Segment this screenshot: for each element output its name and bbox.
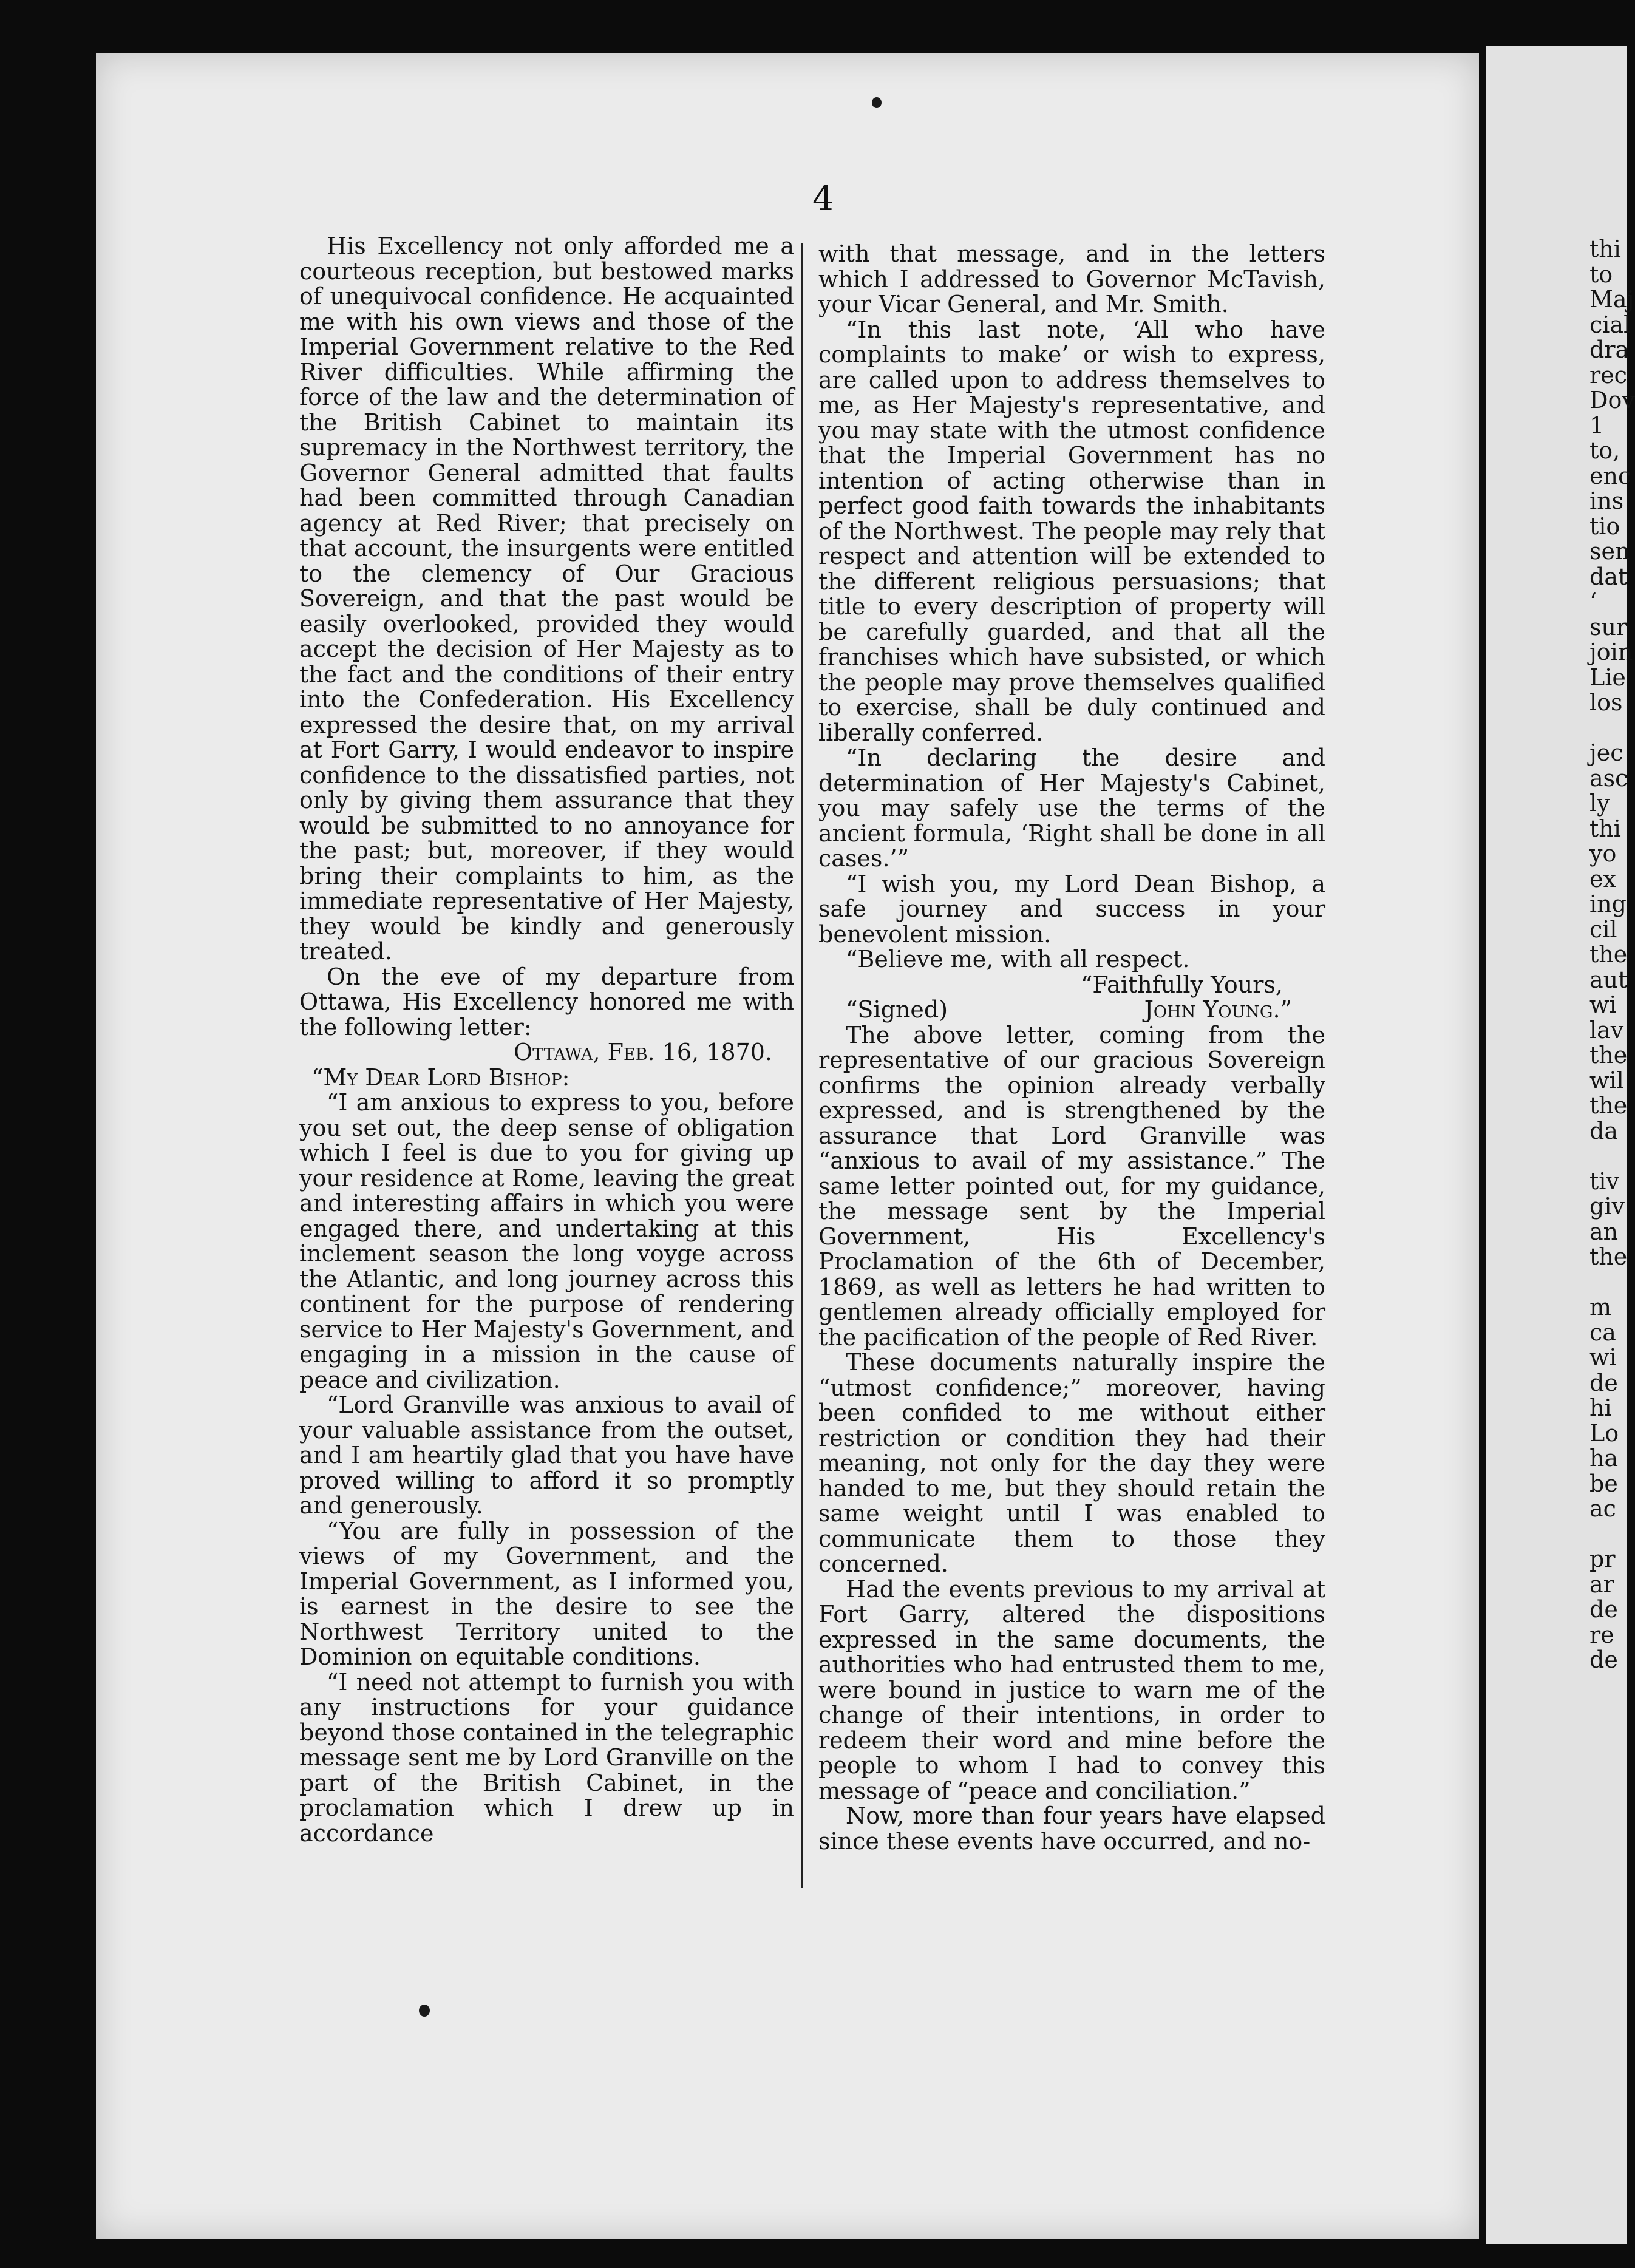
paragraph: On the eve of my departure from Ottawa, His Excellency honored me with the following letter: bbox=[299, 963, 794, 1041]
adjacent-page-fragment: cil bbox=[1589, 915, 1617, 943]
adjacent-page-fragment: the bbox=[1589, 941, 1628, 968]
adjacent-page-fragment: tiv bbox=[1589, 1167, 1619, 1195]
paragraph: The above letter, coming from the representative of our gracious Sovereign confirms the opinion already verbally expressed, and is strengthened by the assurance that Lord Granville was “anxious to avail of my assistance.” The same letter pointed out, for my guidance, the message sent by the Imperial Government, His Excellency's Proclamation of the 6th of December, 1869, as well as letters he had written to gentlemen already officially employed for the pacification of the people of Red River. bbox=[818, 1021, 1325, 1351]
letter-dateline: Ottawa, Feb. 16, 1870. bbox=[513, 1039, 772, 1065]
adjacent-page-fragment: Lie bbox=[1589, 664, 1626, 691]
adjacent-page-fragment: 1 bbox=[1589, 412, 1605, 439]
paragraph: “In this last note, ‘All who have complaints to make’ or wish to express, are called upon to address themselves to me, as Her Majesty's representative, and you may state with the utmost confidence that the Imperial Government has no intention of acting otherwise than in perfect good faith towards the inhabitants of the Northwest. The people may rely that respect and attention will be extended to the different religious persuasions; that title to every description of property will be carefully guarded, and that all the franchises which have subsisted, or which the people may prove themselves qualified to exercise, shall be duly continued and liberally conferred. bbox=[818, 316, 1325, 746]
letter-closing: “Believe me, with all respect. bbox=[846, 946, 1190, 973]
adjacent-page-fragment: da bbox=[1589, 1117, 1618, 1144]
adjacent-page-fragment: ac bbox=[1589, 1495, 1616, 1522]
adjacent-page-fragment: thi bbox=[1589, 236, 1621, 262]
paragraph: “I need not attempt to furnish you with any instructions for your guidance beyond those contained in the telegraphic message sent me by Lord Granville on the part of the British Cabinet, in the proclamation which I drew up in accordance bbox=[299, 1668, 794, 1847]
adjacent-page-fragment: ing bbox=[1589, 891, 1627, 917]
adjacent-page-fragment: ‘ bbox=[1589, 588, 1597, 615]
adjacent-page-fragment: los bbox=[1589, 689, 1623, 716]
column-divider bbox=[801, 243, 803, 1888]
adjacent-page-fragment: dra bbox=[1589, 336, 1630, 363]
adjacent-page-fragment: Maj bbox=[1589, 286, 1634, 313]
adjacent-page-fragment: giv bbox=[1589, 1193, 1625, 1220]
paragraph: These documents naturally inspire the “utmost confidence;” moreover, having been confided to me without either restriction or condition they had their meaning, not only for the day they were handed to me, but they should retain the same weight until I was enabled to communicate them to those they concerned. bbox=[818, 1349, 1325, 1577]
adjacent-page-fragment: ar bbox=[1589, 1570, 1614, 1598]
adjacent-page-fragment: an bbox=[1589, 1218, 1619, 1245]
left-column bbox=[299, 234, 794, 1846]
adjacent-page-fragment: dat bbox=[1589, 563, 1628, 590]
paragraph: “In declaring the desire and determination of Her Majesty's Cabinet, you may safely use the terms of the ancient formula, ‘Right shall be done in all cases.’” bbox=[818, 744, 1325, 872]
adjacent-page-fragment: de bbox=[1589, 1596, 1618, 1623]
adjacent-page-fragment: de bbox=[1589, 1646, 1618, 1673]
adjacent-page-fragment bbox=[1589, 1270, 1632, 1295]
adjacent-page-fragment: lav bbox=[1589, 1016, 1624, 1044]
adjacent-page-fragment: yo bbox=[1589, 840, 1617, 867]
adjacent-page-text bbox=[1589, 236, 1635, 1673]
paragraph: with that message, and in the letters which I addressed to Governor McTavish, your Vicar General, and Mr. Smith. bbox=[818, 240, 1325, 317]
paragraph: Had the events previous to my arrival at Fort Garry, altered the dispositions expressed in the same documents, the authorities who had entrusted them to me, were bound in justice to warn me of the change of their intentions, in order to redeem their word and mine before the people to whom I had to convey this message of “peace and conciliation.” bbox=[818, 1575, 1325, 1804]
signatory-name: John Young.” bbox=[1144, 996, 1292, 1023]
adjacent-page-fragment: the bbox=[1589, 1042, 1628, 1068]
letter-salutation: “My Dear Lord Bishop: bbox=[311, 1064, 570, 1091]
adjacent-page-fragment: pr bbox=[1589, 1546, 1616, 1572]
adjacent-page-fragment: to, bbox=[1589, 437, 1620, 464]
adjacent-page-fragment: to bbox=[1589, 260, 1613, 288]
adjacent-page-fragment: wi bbox=[1589, 1344, 1617, 1371]
adjacent-page-fragment: rec bbox=[1589, 361, 1627, 389]
adjacent-page-fragment: sen bbox=[1589, 538, 1630, 565]
paragraph: His Excellency not only afforded me a courteous reception, but bestowed marks of unequivocal confidence. He acquainted me with his own views and those of the Imperial Government relative to the Red River difficulties. While affirming the force of the law and the determination of the British Cabinet to maintain its supremacy in the Northwest territory, the Governor General admitted that faults had been committed through Canadian agency at Red River; that precisely on that account, the insurgents were entitled to the clemency of Our Gracious Sovereign, and that the past would be easily overlooked, provided they would accept the decision of Her Majesty as to the fact and the conditions of their entry into the Confederation. His Excellency expressed the desire that, on my arrival at Fort Garry, I would endeavor to inspire confidence to the dissatisfied parties, not only by giving them assurance that they would be submitted to no annoyance for the past; but, moreover, if they would bring their complaints to him, as the immediate representative of Her Majesty, they would be kindly and generously treated. bbox=[299, 233, 794, 965]
adjacent-page-fragment: ly bbox=[1589, 790, 1610, 817]
adjacent-page-fragment: thi bbox=[1589, 815, 1621, 842]
paragraph: “Lord Granville was anxious to avail of your valuable assistance from the outset, and I am heartily glad that you have have proved willing to afford it so promptly and generously. bbox=[299, 1391, 794, 1519]
adjacent-page-fragment: ins bbox=[1589, 487, 1624, 514]
adjacent-page-fragment: the bbox=[1589, 1092, 1628, 1119]
letter-signature-line bbox=[818, 997, 1325, 1023]
adjacent-page-fragment: re bbox=[1589, 1621, 1614, 1648]
page-number: 4 bbox=[812, 179, 834, 219]
signed-note: “Signed) bbox=[846, 996, 948, 1023]
adjacent-page-fragment: ca bbox=[1589, 1319, 1616, 1346]
adjacent-page-fragment: ex bbox=[1589, 865, 1616, 892]
letter-valediction: “Faithfully Yours, bbox=[1080, 971, 1283, 998]
adjacent-page-fragment: m bbox=[1589, 1294, 1612, 1320]
adjacent-page-fragment: sur bbox=[1589, 613, 1628, 640]
adjacent-page-fragment: enc bbox=[1589, 462, 1631, 489]
adjacent-page-fragment: ha bbox=[1589, 1445, 1619, 1472]
paragraph: Now, more than four years have elapsed since these events have occurred, and no- bbox=[818, 1802, 1325, 1855]
adjacent-page-fragment bbox=[1589, 1144, 1632, 1169]
adjacent-page-fragment: wi bbox=[1589, 991, 1617, 1018]
adjacent-page-fragment: Lo bbox=[1589, 1419, 1619, 1447]
adjacent-page-fragment: the bbox=[1589, 1243, 1628, 1270]
adjacent-page-fragment: asc bbox=[1589, 764, 1628, 792]
adjacent-page-fragment: jec bbox=[1589, 739, 1623, 766]
adjacent-page-fragment: de bbox=[1589, 1369, 1618, 1396]
adjacent-page-fragment: wil bbox=[1589, 1067, 1624, 1094]
ink-speck bbox=[419, 2005, 430, 2017]
adjacent-page-fragment: join bbox=[1589, 639, 1633, 665]
ink-speck bbox=[872, 97, 882, 108]
adjacent-page-fragment: aut bbox=[1589, 966, 1628, 993]
adjacent-page-fragment bbox=[1589, 716, 1632, 741]
paragraph: “I wish you, my Lord Dean Bishop, a safe journey and success in your benevolent mission. bbox=[818, 870, 1325, 948]
adjacent-page-fragment: tio bbox=[1589, 512, 1620, 540]
adjacent-page-fragment bbox=[1589, 1522, 1632, 1547]
adjacent-page-fragment: Dov bbox=[1589, 387, 1635, 413]
paragraph: “I am anxious to express to you, before you set out, the deep sense of obligation which I feel is due to you for giving up your residence at Rome, leaving the great and interesting affairs in which you were engaged there, and undertaking at this inclement season the long voyge across the Atlantic, and long journey across this continent for the purpose of rendering service to Her Majesty's Government, and engaging in a mission in the cause of peace and civilization. bbox=[299, 1089, 794, 1393]
paragraph: “You are fully in possession of the views of my Government, and the Imperial Government, as I informed you, is earnest in the desire to see the Northwest Territory united to the Dominion on equitable conditions. bbox=[299, 1517, 794, 1670]
adjacent-page-fragment: hi bbox=[1589, 1394, 1612, 1421]
right-column bbox=[818, 242, 1325, 1854]
adjacent-page-fragment: cial bbox=[1589, 311, 1631, 338]
adjacent-page-fragment: be bbox=[1589, 1470, 1618, 1497]
